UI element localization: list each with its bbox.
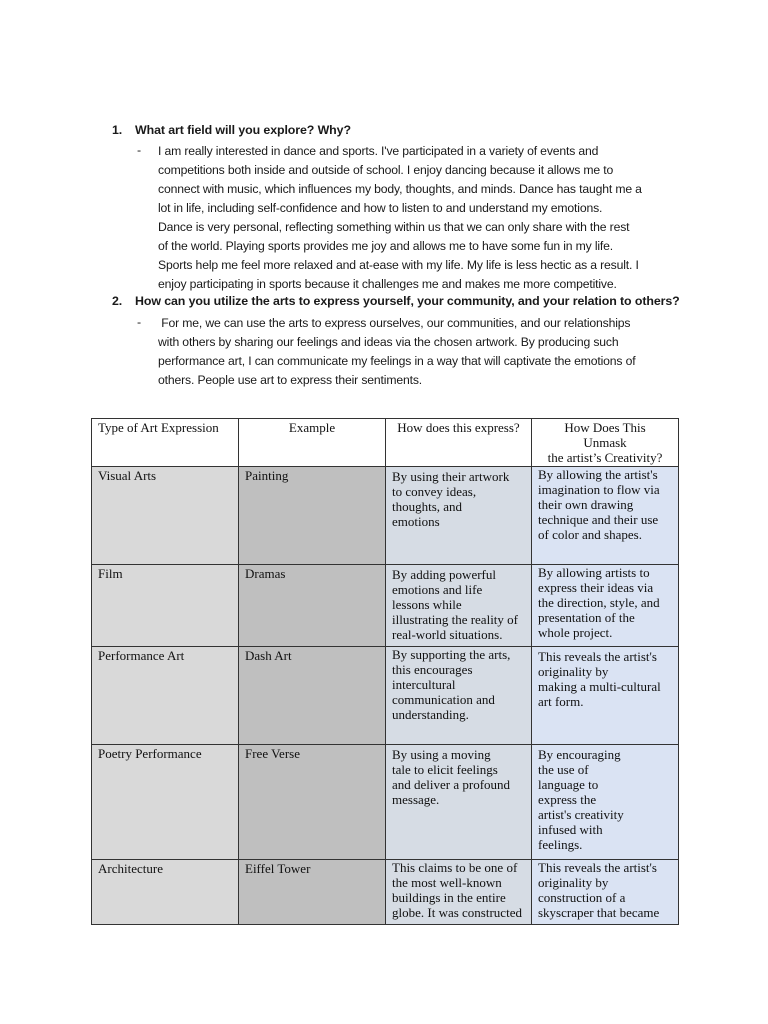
table-row xyxy=(92,467,679,565)
cell-line: express their ideas via xyxy=(538,580,654,595)
answer-2-line: For me, we can use the arts to express ourselves, our communities, and our relationships xyxy=(158,316,631,330)
answer-2-line: with others by sharing our feelings and ideas via the chosen artwork. By producing such xyxy=(158,335,619,349)
cell-line: This reveals the artist's xyxy=(538,649,657,664)
cell-line: thoughts, and xyxy=(392,499,463,514)
answer-1-line: Dance is very personal, reflecting something within us that we can only share with the rest xyxy=(158,220,630,234)
cell-line: By allowing artists to xyxy=(538,565,650,580)
header-unmask-line: How Does This xyxy=(564,420,646,435)
cell-unmask xyxy=(532,565,679,647)
cell-type: Visual Arts xyxy=(92,467,239,565)
answer-1 xyxy=(158,142,688,294)
cell-example: Painting xyxy=(239,467,386,565)
answer-1-line: lot in life, including self-confidence and how to listen to and understand my emotions. xyxy=(158,201,603,215)
cell-line: By allowing the artist's xyxy=(538,467,658,482)
cell-line: to convey ideas, xyxy=(392,484,477,499)
answer-1-line: connect with music, which influences my body, thoughts, and minds. Dance has taught me a xyxy=(158,182,642,196)
cell-express xyxy=(386,745,532,860)
cell-line: this encourages xyxy=(392,662,473,677)
question-1-text: What art field will you explore? Why? xyxy=(135,123,351,137)
cell-line: By supporting the arts, xyxy=(392,647,511,662)
header-express-label: How does this express? xyxy=(397,420,520,435)
cell-type: Architecture xyxy=(92,860,239,925)
question-1-number: 1. xyxy=(112,123,123,137)
cell-line: By adding powerful xyxy=(392,567,496,582)
cell-line: art form. xyxy=(538,694,584,709)
cell-line: the most well-known xyxy=(392,875,502,890)
cell-line: of color and shapes. xyxy=(538,527,642,542)
cell-line: language to xyxy=(538,777,599,792)
cell-line: This claims to be one of xyxy=(392,860,518,875)
answer-1-line: of the world. Playing sports provides me joy and allows me to have some fun in my life. xyxy=(158,239,614,253)
cell-line: understanding. xyxy=(392,707,469,722)
cell-line: imagination to flow via xyxy=(538,482,660,497)
question-2 xyxy=(112,294,680,308)
cell-line: technique and their use xyxy=(538,512,659,527)
cell-line: emotions and life xyxy=(392,582,483,597)
question-2-text: How can you utilize the arts to express yourself, your community, and your relation to others? xyxy=(135,294,680,308)
cell-type: Performance Art xyxy=(92,647,239,745)
cell-unmask xyxy=(532,467,679,565)
cell-line: originality by xyxy=(538,875,609,890)
cell-line: and deliver a profound xyxy=(392,777,511,792)
cell-line: making a multi-cultural xyxy=(538,679,661,694)
cell-line: real-world situations. xyxy=(392,627,503,642)
cell-line: artist's creativity xyxy=(538,807,624,822)
cell-line: infused with xyxy=(538,822,603,837)
header-example-label: Example xyxy=(288,420,336,435)
table-row xyxy=(92,565,679,647)
header-example xyxy=(239,419,386,467)
cell-line: This reveals the artist's xyxy=(538,860,657,875)
cell-line: their own drawing xyxy=(538,497,634,512)
cell-line: presentation of the xyxy=(538,610,635,625)
cell-line: the direction, style, and xyxy=(538,595,660,610)
cell-unmask xyxy=(532,860,679,925)
cell-example: Free Verse xyxy=(239,745,386,860)
cell-express xyxy=(386,467,532,565)
cell-line: By encouraging xyxy=(538,747,621,762)
cell-line: the use of xyxy=(538,762,589,777)
cell-type: Poetry Performance xyxy=(92,745,239,860)
answer-2-line: performance art, I can communicate my feelings in a way that will captivate the emotions of xyxy=(158,354,636,368)
answer-1-bullet: - xyxy=(137,143,142,157)
cell-line: express the xyxy=(538,792,597,807)
cell-line: lessons while xyxy=(392,597,462,612)
answer-2-line: others. People use art to express their sentiments. xyxy=(158,373,422,387)
cell-line: By using their artwork xyxy=(392,469,510,484)
cell-line: originality by xyxy=(538,664,609,679)
header-type xyxy=(92,419,239,467)
cell-line: message. xyxy=(392,792,440,807)
header-unmask-line: the artist’s Creativity? xyxy=(547,450,663,465)
table-header-row xyxy=(92,419,679,467)
art-expression-table xyxy=(91,418,679,925)
answer-1-line: enjoy participating in sports because it challenges me and makes me more competitive. xyxy=(158,277,617,291)
cell-line: intercultural xyxy=(392,677,456,692)
answer-2 xyxy=(158,314,688,390)
cell-example: Dramas xyxy=(239,565,386,647)
answer-1-line: I am really interested in dance and sports. I've participated in a variety of events and xyxy=(158,144,599,158)
cell-line: emotions xyxy=(392,514,440,529)
cell-express xyxy=(386,565,532,647)
cell-line: globe. It was constructed xyxy=(392,905,522,920)
table-row xyxy=(92,745,679,860)
cell-line: whole project. xyxy=(538,625,613,640)
header-type-label: Type of Art Expression xyxy=(98,420,219,435)
cell-example: Eiffel Tower xyxy=(239,860,386,925)
cell-example: Dash Art xyxy=(239,647,386,745)
cell-line: illustrating the reality of xyxy=(392,612,518,627)
cell-type: Film xyxy=(92,565,239,647)
cell-unmask xyxy=(532,647,679,745)
cell-express xyxy=(386,647,532,745)
header-express xyxy=(386,419,532,467)
cell-express xyxy=(386,860,532,925)
table-row xyxy=(92,860,679,925)
header-unmask xyxy=(532,419,679,467)
cell-line: buildings in the entire xyxy=(392,890,506,905)
cell-line: By using a moving xyxy=(392,747,491,762)
question-1 xyxy=(112,123,351,137)
cell-line: construction of a xyxy=(538,890,626,905)
cell-unmask xyxy=(532,745,679,860)
cell-line: tale to elicit feelings xyxy=(392,762,498,777)
answer-1-line: Sports help me feel more relaxed and at-ease with my life. My life is less hectic as a result. I xyxy=(158,258,639,272)
answer-2-bullet: - xyxy=(137,315,142,329)
cell-line: feelings. xyxy=(538,837,583,852)
header-unmask-line: Unmask xyxy=(583,435,627,450)
question-2-number: 2. xyxy=(112,294,123,308)
answer-1-line: competitions both inside and outside of school. I enjoy dancing because it allows me to xyxy=(158,163,614,177)
cell-line: communication and xyxy=(392,692,495,707)
table-row xyxy=(92,647,679,745)
cell-line: skyscraper that became xyxy=(538,905,660,920)
